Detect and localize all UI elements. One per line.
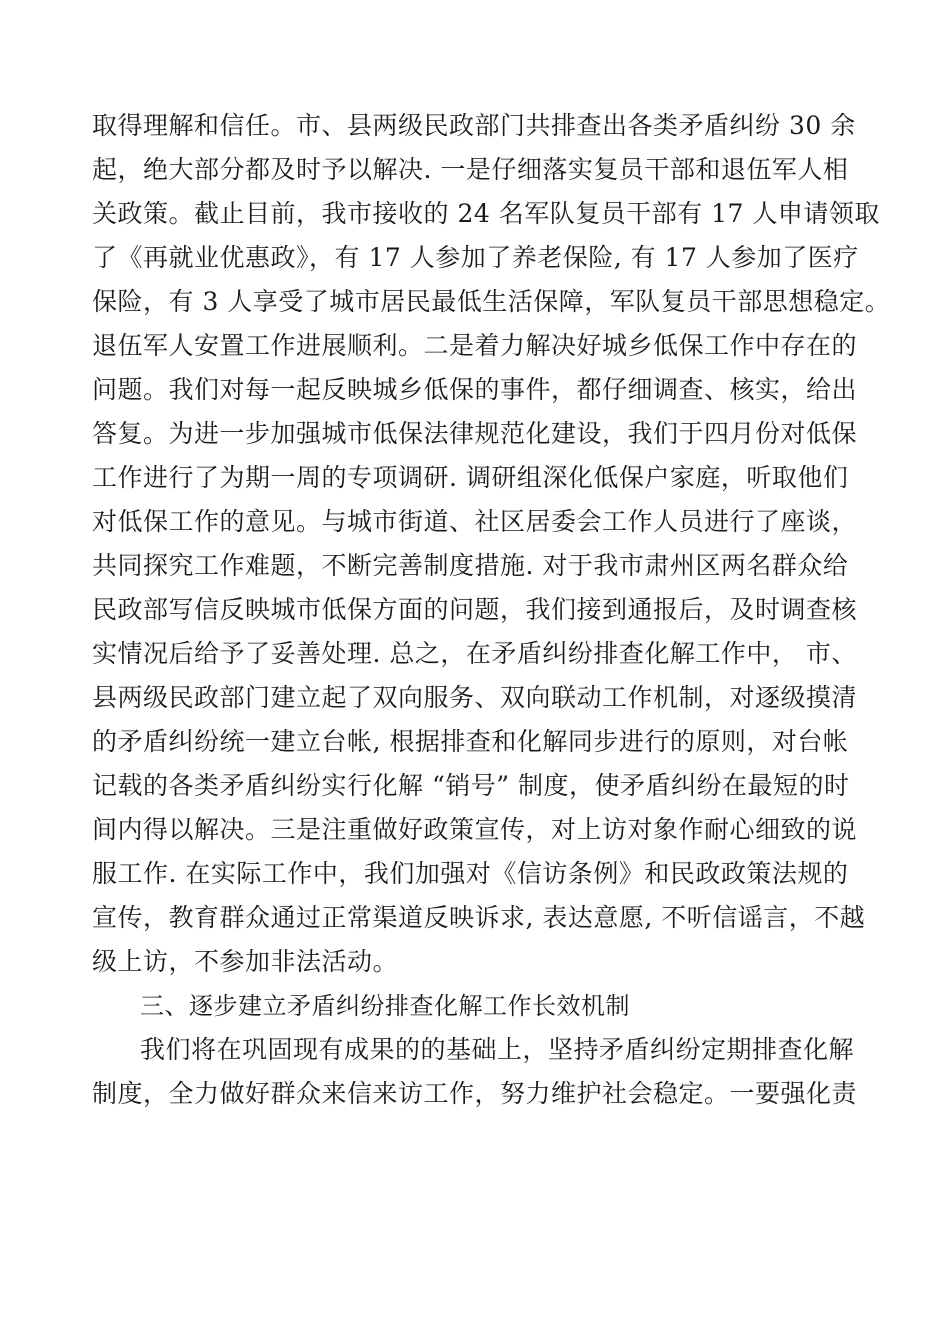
text-line: 退伍军人安置工作进展顺利。二是着力解决好城乡低保工作中存在的 <box>92 331 858 360</box>
text-line: 取得理解和信任。市、县两级民政部门共排查出各类矛盾纠纷 30 余 <box>92 111 856 140</box>
text-line: 记载的各类矛盾纠纷实行化解 “销号” 制度，使矛盾纠纷在最短的时 <box>92 771 850 800</box>
text-line: 宣传，教育群众通过正常渠道反映诉求, 表达意愿, 不听信谣言，不越 <box>92 903 866 932</box>
text-line: 间内得以解决。三是注重做好政策宣传，对上访对象作耐心细致的说 <box>92 815 858 844</box>
text-line: 的矛盾纠纷统一建立台帐, 根据排查和化解同步进行的原则，对台帐 <box>92 727 849 756</box>
text-line: 制度，全力做好群众来信来访工作，努力维护社会稳定。一要强化责 <box>92 1079 858 1108</box>
section-heading: 三、逐步建立矛盾纠纷排查化解工作长效机制 <box>140 992 630 1020</box>
text-line: 共同探究工作难题，不断完善制度措施. 对于我市肃州区两名群众给 <box>92 551 849 580</box>
text-line: 了《再就业优惠政》，有 17 人参加了养老保险, 有 17 人参加了医疗 <box>92 243 859 272</box>
text-line: 问题。我们对每一起反映城乡低保的事件，都仔细调查、核实，给出 <box>92 375 858 404</box>
text-line: 我们将在巩固现有成果的的基础上，坚持矛盾纠纷定期排查化解 <box>140 1035 855 1064</box>
text-line: 工作进行了为期一周的专项调研. 调研组深化低保户家庭，听取他们 <box>92 463 849 492</box>
text-line: 县两级民政部门建立起了双向服务、双向联动工作机制，对逐级摸清 <box>92 683 858 712</box>
text-line: 级上访，不参加非法活动。 <box>92 947 399 976</box>
text-line: 实情况后给予了妥善处理. 总之，在矛盾纠纷排查化解工作中， 市、 <box>92 639 857 668</box>
text-line: 对低保工作的意见。与城市街道、社区居委会工作人员进行了座谈， <box>92 507 858 536</box>
text-line: 答复。为进一步加强城市低保法律规范化建设，我们于四月份对低保 <box>92 419 858 448</box>
text-line: 保险，有 3 人享受了城市居民最低生活保障，军队复员干部思想稳定。 <box>92 287 891 316</box>
text-line: 关政策。截止目前，我市接收的 24 名军队复员干部有 17 人申请领取 <box>92 199 880 228</box>
text-line: 服工作. 在实际工作中，我们加强对《信访条例》和民政政策法规的 <box>92 859 849 888</box>
text-line: 民政部写信反映城市低保方面的问题，我们接到通报后，及时调查核 <box>92 595 858 624</box>
text-line: 起，绝大部分都及时予以解决. 一是仔细落实复员干部和退伍军人相 <box>92 155 849 184</box>
